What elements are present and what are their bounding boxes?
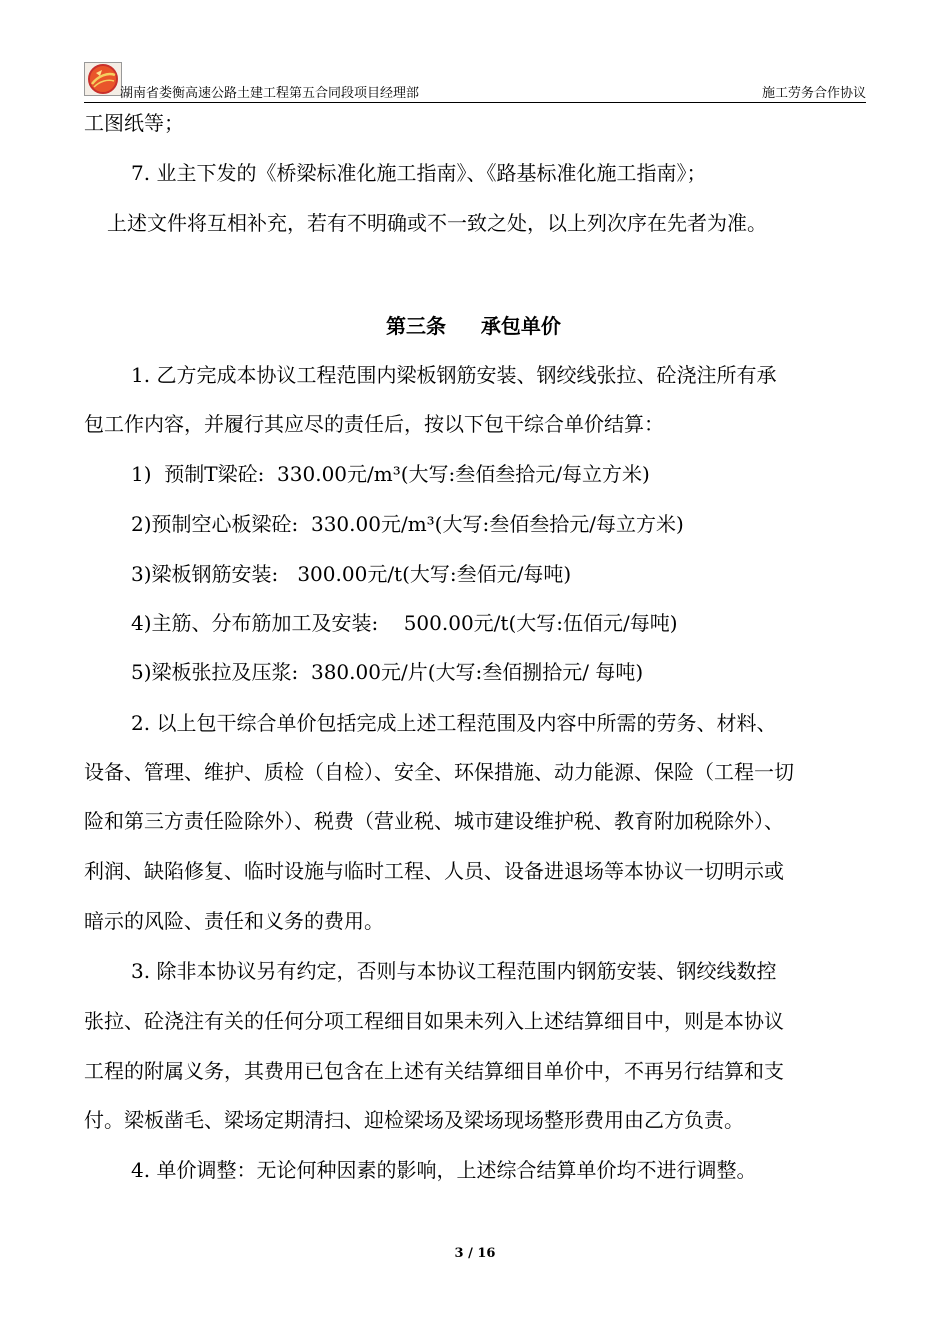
page-header — [84, 62, 866, 103]
price-item: 3)梁板钢筋安装: 300.00元/t(大写:叁佰元/每吨) — [131, 562, 572, 586]
text-line: 4. 单价调整：无论何种因素的影响，上述综合结算单价均不进行调整。 — [131, 1158, 757, 1182]
text-line: 2. 以上包干综合单价包括完成上述工程范围及内容中所需的劳务、材料、 — [131, 711, 777, 735]
text-line: 3. 除非本协议另有约定，否则与本协议工程范围内钢筋安装、钢绞线数控 — [131, 959, 777, 983]
text-line: 包工作内容，并履行其应尽的责任后，按以下包干综合单价结算： — [84, 412, 664, 436]
section-heading: 第三条 承包单价 — [386, 314, 561, 338]
company-logo-icon — [84, 62, 122, 96]
text-line: 张拉、砼浇注有关的任何分项工程细目如果未列入上述结算细目中，则是本协议 — [84, 1009, 784, 1033]
text-line: 险和第三方责任险除外）、税费（营业税、城市建设维护税、教育附加税除外）、 — [84, 809, 784, 833]
text-line: 工程的附属义务，其费用已包含在上述有关结算细目单价中，不再另行结算和支 — [84, 1059, 784, 1083]
price-item: 1) 预制T梁砼: 330.00元/m³(大写:叁佰叁拾元/每立方米) — [131, 462, 650, 486]
header-organization: 湖南省娄衡高速公路土建工程第五合同段项目经理部 — [120, 86, 420, 101]
text-line: 暗示的风险、责任和义务的费用。 — [84, 909, 384, 933]
text-line: 上述文件将互相补充，若有不明确或不一致之处，以上列次序在先者为准。 — [107, 211, 767, 235]
text-line: 设备、管理、维护、质检（自检）、安全、环保措施、动力能源、保险（工程一切 — [84, 760, 794, 784]
text-line: 7. 业主下发的《桥梁标准化施工指南》、《路基标准化施工指南》； — [131, 161, 707, 185]
price-item: 2)预制空心板梁砼: 330.00元/m³(大写:叁佰叁拾元/每立方米) — [131, 512, 684, 536]
text-line: 利润、缺陷修复、临时设施与临时工程、人员、设备进退场等本协议一切明示或 — [84, 859, 784, 883]
price-item: 5)梁板张拉及压浆: 380.00元/片(大写:叁佰捌拾元/ 每吨) — [131, 660, 644, 684]
header-document-title: 施工劳务合作协议 — [761, 86, 866, 101]
text-line: 1. 乙方完成本协议工程范围内梁板钢筋安装、钢绞线张拉、砼浇注所有承 — [131, 363, 777, 387]
text-line: 付。梁板凿毛、梁场定期清扫、迎检梁场及梁场现场整形费用由乙方负责。 — [84, 1108, 744, 1132]
page-number: 3 / 16 — [454, 1246, 496, 1261]
price-item: 4)主筋、分布筋加工及安装: 500.00元/t(大写:伍佰元/每吨) — [131, 611, 678, 635]
text-line: 工图纸等； — [84, 111, 184, 135]
